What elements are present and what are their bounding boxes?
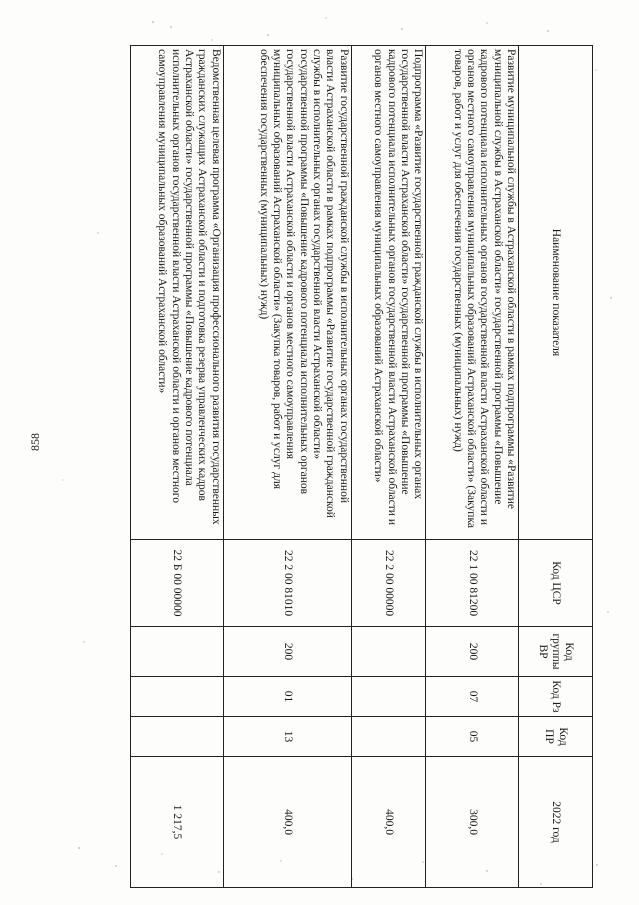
table-row — [131, 46, 224, 888]
row-pr-code: 13 — [223, 717, 351, 757]
header-year-2022: 2022 год — [519, 757, 593, 888]
row-rz-code — [351, 677, 426, 717]
row-pr-code — [351, 717, 426, 757]
row-indicator-name: Ведомственная целевая программа «Организация профессионального развития государственных гражданских служащих Астраханской области и подготовка резерва управленческих кадров Астраханской области» государственной программы «Повышение кадрового потенциала исполнительных органов государственной власти Астраханской области и органов местного самоуправления муниципальных образований Астраханской области» — [131, 46, 224, 540]
budget-table-rotated — [130, 45, 593, 887]
row-rz-code: 07 — [426, 677, 519, 717]
row-amount-2022: 400,0 — [351, 757, 426, 888]
row-indicator-name: Подпрограмма «Развитие государственной гражданской службы в исполнительных органах государственной власти Астраханской области» государственной программы «Повышение кадрового потенциала исполнительных органов государственной власти Астраханской области и органов местного самоуправления муниципальных образований Астраханской области» — [351, 46, 426, 540]
header-vr-group-code: Код группы ВР — [519, 627, 593, 677]
header-pr-code: Код ПР — [519, 717, 593, 757]
table-header-row — [519, 46, 593, 888]
row-indicator-name: Развитие государственной гражданской службы в исполнительных органах государственной власти Астраханской области в рамках подпрограммы «Развитие государственной гражданской службы в исполнительных органах государственной власти Астраханской области» государственной программы «Повышение кадрового потенциала исполнительных органов государственной власти Астраханской области и органов местного самоуправления муниципальных образований Астраханской области» (Закупка товаров, работ и услуг для обеспечения государственных (муниципальных) нужд) — [223, 46, 351, 540]
row-rz-code — [131, 677, 224, 717]
row-csr-code: 22 Б 00 00000 — [131, 540, 224, 627]
row-csr-code: 22 1 00 81200 — [426, 540, 519, 627]
row-rz-code: 01 — [223, 677, 351, 717]
row-indicator-name: Развитие муниципальной службы в Астраханской области в рамках подпрограммы «Развитие муниципальной службы в Астраханской области» государственной программы «Повышение кадрового потенциала исполнительных органов государственной власти Астраханской области и органов местного самоуправления муниципальных образований Астраханской области» (Закупка товаров, работ и услуг для обеспечения государственных (муниципальных) нужд) — [426, 46, 519, 540]
row-amount-2022: 400,0 — [223, 757, 351, 888]
header-indicator-name: Наименование показателя — [519, 46, 593, 540]
row-amount-2022: 1 217,5 — [131, 757, 224, 888]
row-vr-code: 200 — [223, 627, 351, 677]
header-rz-code: Код Рз — [519, 677, 593, 717]
table-row — [351, 46, 426, 888]
row-csr-code: 22 2 00 81010 — [223, 540, 351, 627]
table-row — [426, 46, 519, 888]
row-pr-code: 05 — [426, 717, 519, 757]
row-amount-2022: 300,0 — [426, 757, 519, 888]
row-vr-code: 200 — [426, 627, 519, 677]
row-vr-code — [351, 627, 426, 677]
table-row — [223, 46, 351, 888]
header-csr-code: Код ЦСР — [519, 540, 593, 627]
row-pr-code — [131, 717, 224, 757]
row-vr-code — [131, 627, 224, 677]
page-number: 858 — [28, 433, 42, 451]
budget-table — [130, 45, 593, 888]
row-csr-code: 22 2 00 00000 — [351, 540, 426, 627]
